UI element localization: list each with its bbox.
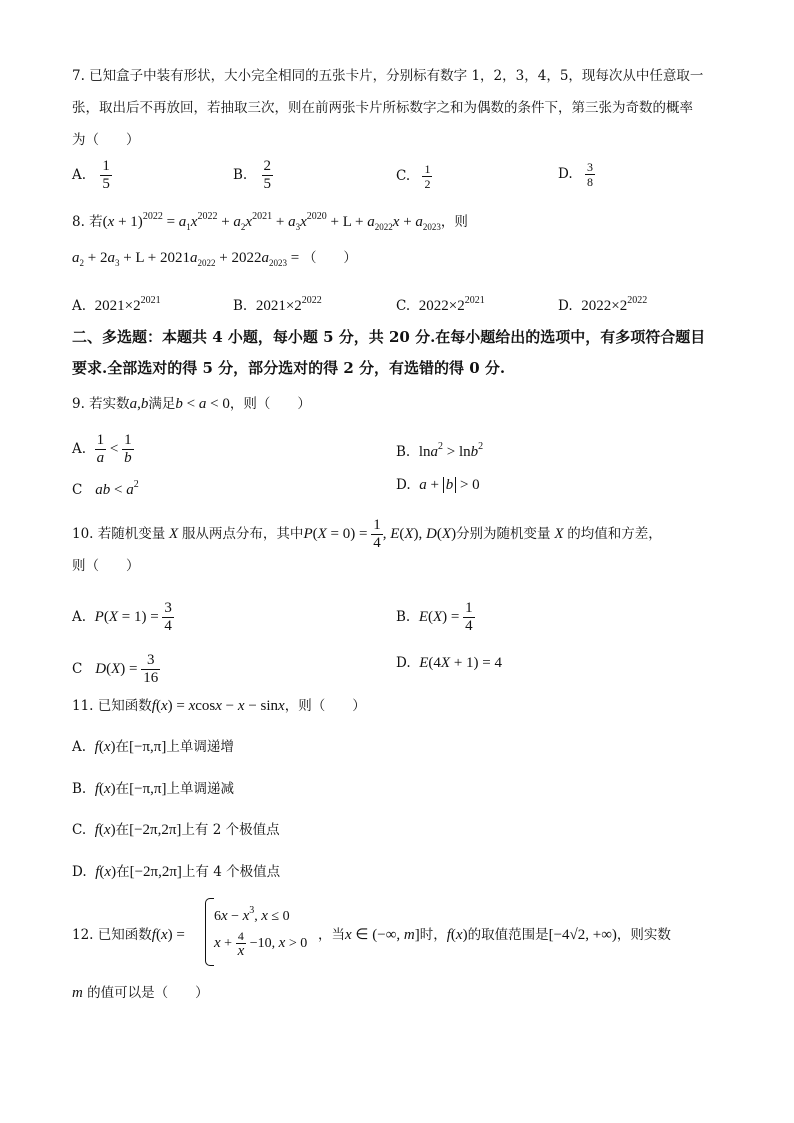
q12-stem-left: 12. 已知函数f(x) = [72,927,185,943]
q12-piece1: $6x - x^3$, x ≤ 0 [214,905,290,924]
section2-heading-line1: 二、多选题：本题共 4 小题，每小题 5 分，共 20 分.在每小题给出的选项中，有多项符合题目 [72,328,706,346]
q7-option-d: D. $\frac{3}{8}$ [558,160,593,189]
q9-option-d: D. a + b > 0 [396,477,480,493]
q10-option-b: B. E(X) = $\frac{1}{4}$ [396,600,473,634]
q7-option-c: C. $\frac{1}{2}$ [396,162,431,191]
q8-line1: 8. 若$(x + 1)^{2022} = a_1x^{2022} + a_2x^{2021} + a_3x^{2020} + L + a_{2022}x + a_{2023}$，则 [72,211,468,232]
q11-option-c: C. f(x)在[−2π,2π]上有 2 个极值点 [72,822,280,838]
q7-line3: 为（ ） [72,132,140,148]
q10-line2: 则（ ） [72,558,140,574]
q8-option-c: C. $2022\times 2^{2021}$ [396,295,485,314]
section2-heading-line2: 要求.全部选对的得 5 分，部分选对的得 2 分，有选错的得 0 分. [72,359,506,377]
piecewise-brace [205,898,214,966]
q11-option-a: A. f(x)在[−π,π]上单调递增 [72,739,234,755]
q10-option-d: D. E(4X + 1) = 4 [396,655,502,671]
q10-line1: 10. 若随机变量 X 服从两点分布，其中P(X = 0) = $\frac{1}{4}$ , E(X), D(X)分别为随机变量 X 的均值和方差， [72,517,662,551]
q7-line1: 7. 已知盒子中装有形状，大小完全相同的五张卡片，分别标有数字 1，2，3，4，5，现每次从中任意取一 [72,68,704,84]
q8-option-b: B. $2021\times 2^{2022}$ [233,295,322,314]
q8-option-d: D. $2022\times 2^{2022}$ [558,295,648,314]
q9-stem: 9. 若实数a,b满足b < a < 0，则（ ） [72,396,311,412]
q9-option-b: B. lna$^2$ > lnb$^2$ [396,441,484,460]
q10-option-a: A. P(X = 1) = $\frac{3}{4}$ [72,600,172,634]
q9-option-c: C ab < $a^2$ [72,479,139,498]
q12-line2: m 的值可以是（ ） [72,985,209,1001]
q10-option-c: C D(X) = $\frac{3}{16}$ [72,652,159,686]
q7-option-b: B. $\frac{2}{5}$ [233,158,272,192]
q12-stem-right: ，当x ∈ (−∞, m]时，f(x)的取值范围是[−4√2, +∞)，则实数 [318,927,671,943]
q7-line2: 张，取出后不再放回，若抽取三次，则在前两张卡片所标数字之和为偶数的条件下，第三张为奇数的概率 [72,100,693,116]
q12-piece2: x + $\frac{4}{x}$ −10, x > 0 [214,929,308,959]
q8-option-a: A. $2021\times 2^{2021}$ [72,295,161,314]
q11-option-d: D. f(x)在[−2π,2π]上有 4 个极值点 [72,864,281,880]
q11-option-b: B. f(x)在[−π,π]上单调递减 [72,781,235,797]
q11-stem: 11. 已知函数f(x) = xcosx − x − sinx，则（ ） [72,698,366,714]
q7-option-a: A. $\frac{1}{5}$ [72,158,110,192]
q9-option-a: A. $\frac{1}{a}$ < $\frac{1}{b}$ [72,432,132,466]
q8-line2: $a_2 + 2a_3 + L + 2021a_{2022} + 2022a_{2023}$ = （ ） [72,250,357,268]
